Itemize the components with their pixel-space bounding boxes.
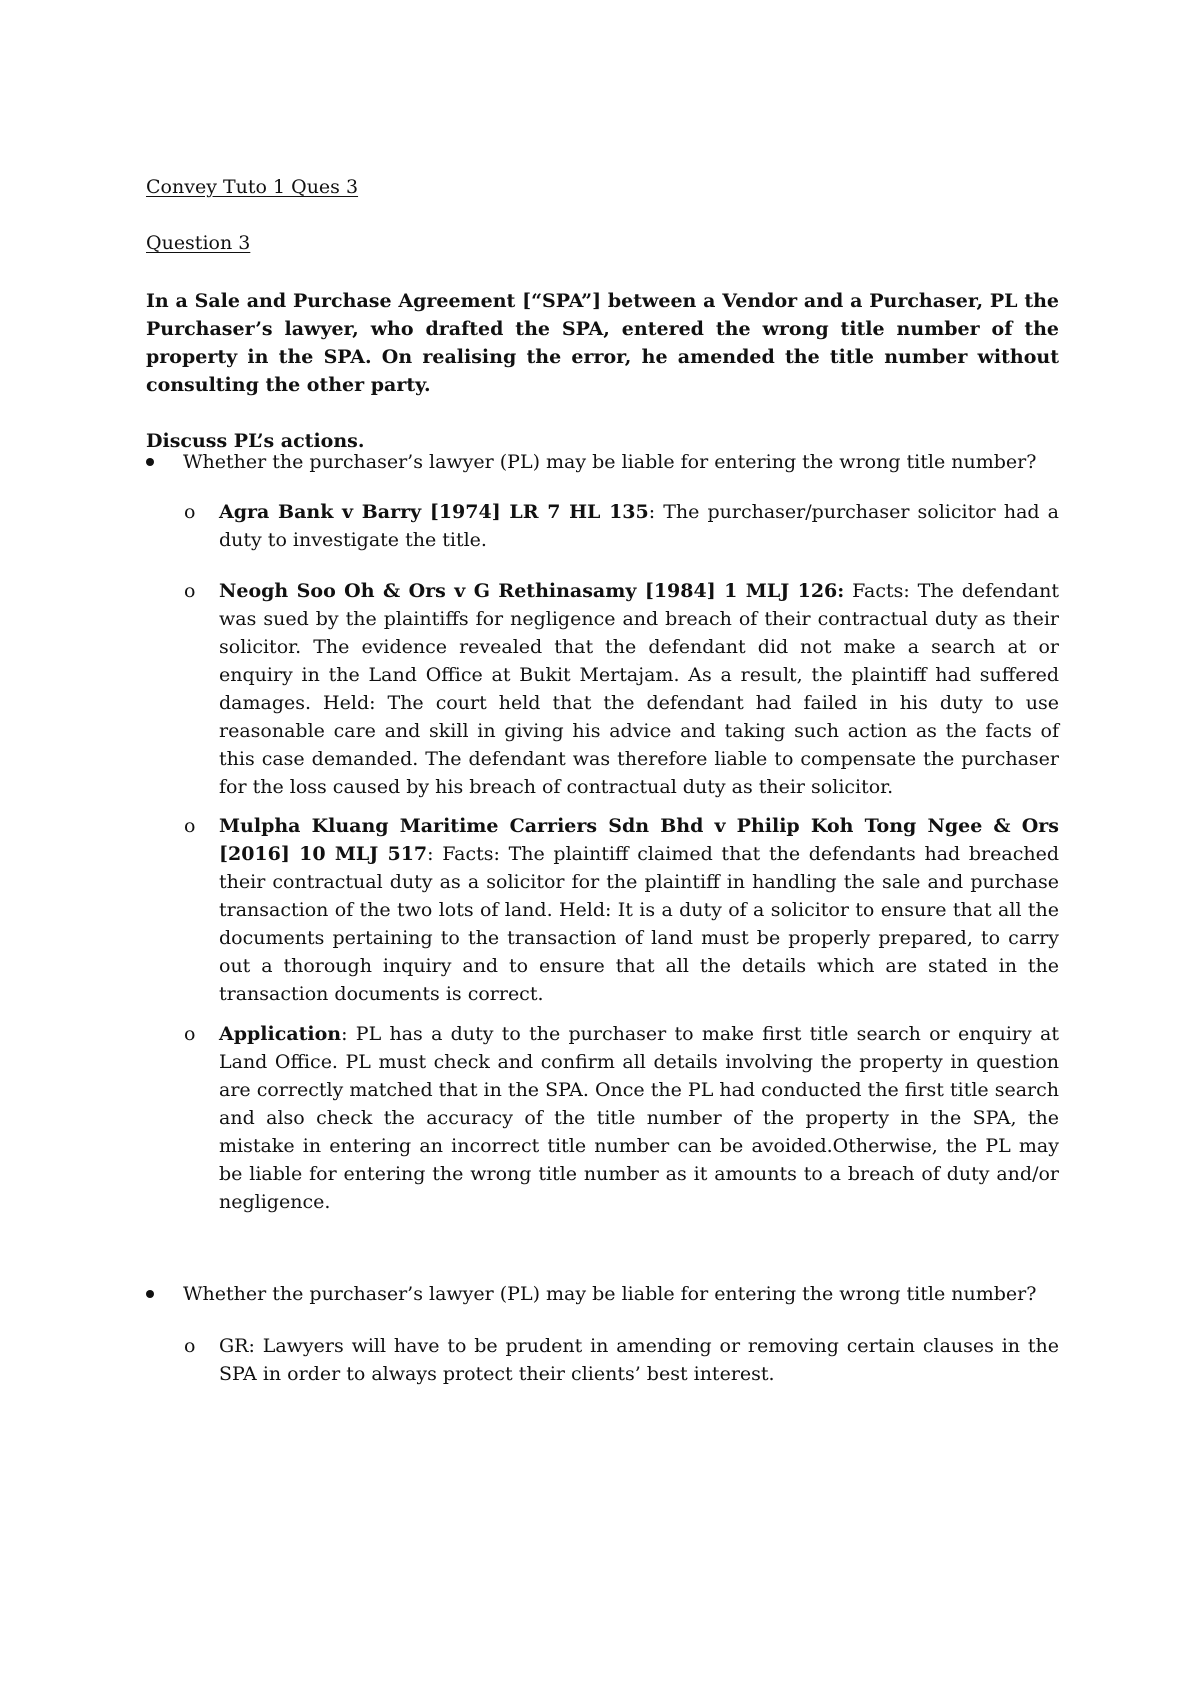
hollow-bullet-icon: o — [184, 1023, 196, 1045]
case-name: Application — [219, 1023, 342, 1045]
case-text: : PL has a duty to the purchaser to make first title search or enquiry at Land Office. PL must check and confirm all details involving the property in question are correctly matched that in the SPA. Once the PL had conducted the first title search and also check the accuracy of the title number of the property in the SPA, the mistake in entering an incorrect title number can be avoided.Otherwise, the PL may be liable for entering the wrong title number as it amounts to a breach of duty and/or negligence. — [219, 1023, 1059, 1213]
hollow-bullet-icon: o — [184, 501, 196, 523]
case-item — [184, 577, 1059, 801]
case-text: : Facts: The plaintiff claimed that the defendants had breached their contractual duty as a solicitor for the plaintiff in handling the sale and purchase transaction of the two lots of land. Held: It is a duty of a solicitor to ensure that all the documents pertaining to the transaction of land must be properly prepared, to carry out a thorough inquiry and to ensure that all the details which are stated in the transaction documents is correct. — [219, 843, 1059, 1005]
case-item — [184, 1332, 1059, 1388]
hollow-bullet-icon: o — [184, 1335, 196, 1357]
hollow-bullet-icon: o — [184, 580, 196, 602]
case-item — [184, 812, 1059, 1008]
question-text: In a Sale and Purchase Agreement [“SPA”] between a Vendor and a Purchaser, PL the Purchaser’s lawyer, who drafted the SPA, entered the wrong title number of the property in the SPA. On realising the error, he amended the title number without consulting the other party. — [146, 290, 1059, 396]
issue-text: Whether the purchaser’s lawyer (PL) may be liable for entering the wrong title number? — [183, 1283, 1037, 1305]
case-item — [184, 1020, 1059, 1216]
hollow-bullet-icon: o — [184, 815, 196, 837]
case-item — [184, 498, 1059, 554]
case-text: : The purchaser/purchaser solicitor had a duty to investigate the title. — [219, 501, 1059, 551]
issue-bullet — [146, 1280, 1059, 1308]
bullet-dot-icon — [146, 458, 154, 466]
case-name: Agra Bank v Barry [1974] LR 7 HL 135 — [219, 501, 649, 523]
case-text: Facts: The defendant was sued by the plaintiffs for negligence and breach of their contractual duty as their solicitor. The evidence revealed that the defendant did not make a search at or enquiry in the Land Office at Bukit Mertajam. As a result, the plaintiff had suffered damages. Held: The court held that the defendant had failed in his duty to use reasonable care and skill in giving his advice and taking such action as the facts of this case demanded. The defendant was therefore liable to compensate the purchaser for the loss caused by his breach of contractual duty as their solicitor. — [219, 580, 1059, 798]
case-text: GR: Lawyers will have to be prudent in amending or removing certain clauses in the SPA in order to always protect their clients’ best interest. — [219, 1335, 1059, 1385]
document-title: Convey Tuto 1 Ques 3 — [146, 176, 359, 198]
bullet-dot-icon — [146, 1290, 154, 1298]
case-name: Neogh Soo Oh & Ors v G Rethinasamy [1984] 1 MLJ 126: — [219, 580, 845, 602]
issue-bullet — [146, 448, 1059, 476]
issue-text: Whether the purchaser’s lawyer (PL) may be liable for entering the wrong title number? — [183, 451, 1037, 473]
question-instruction: Discuss PL’s actions. — [146, 430, 365, 452]
case-name: Mulpha Kluang Maritime Carriers Sdn Bhd v Philip Koh Tong Ngee & Ors [2016] 10 MLJ 517 — [219, 815, 1059, 865]
question-heading: Question 3 — [146, 232, 251, 254]
